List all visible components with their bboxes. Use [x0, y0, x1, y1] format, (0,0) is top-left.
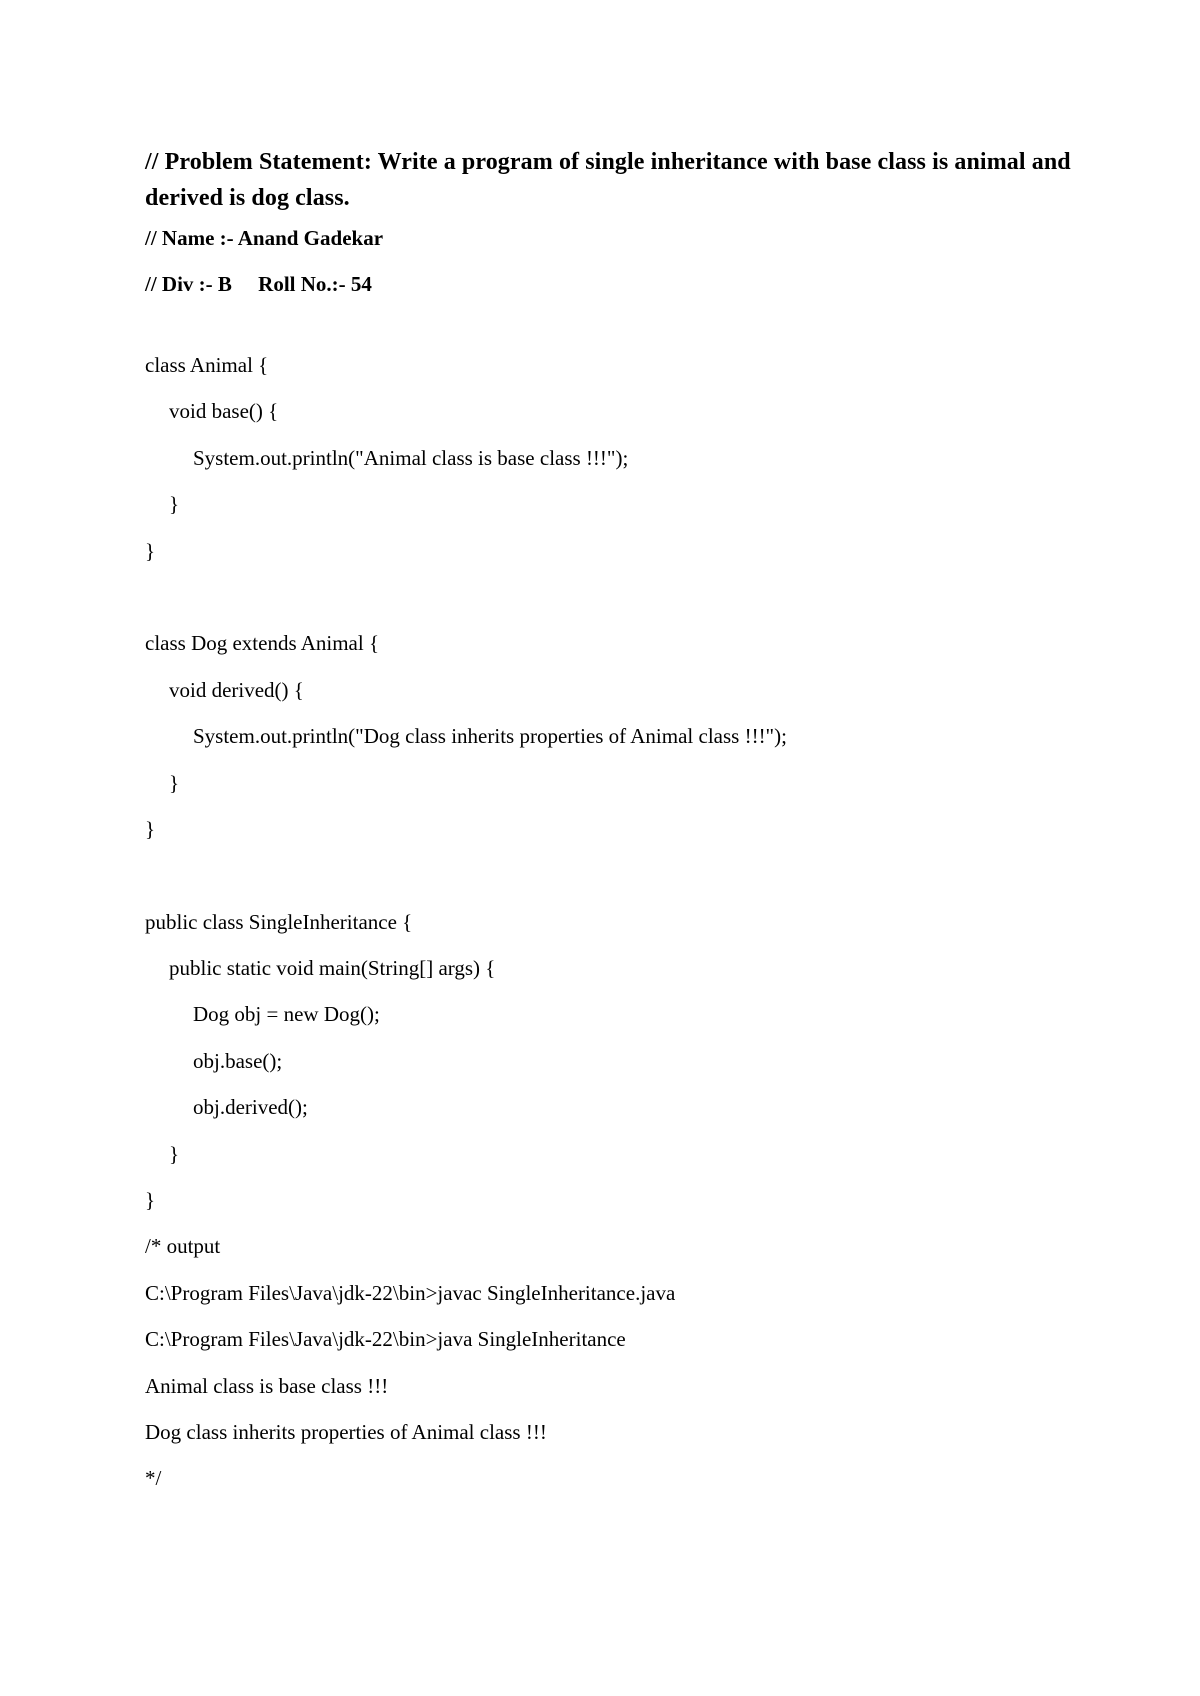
code-line: Dog obj = new Dog(); — [193, 1002, 380, 1027]
code-line: public static void main(String[] args) { — [169, 956, 496, 981]
blank-line — [145, 574, 1075, 620]
code-line: System.out.println("Dog class inherits properties of Animal class !!!"); — [193, 724, 787, 749]
division-roll-line: // Div :- B Roll No.:- 54 — [145, 272, 372, 296]
code-line: obj.derived(); — [193, 1095, 308, 1120]
code-line: class Animal { — [145, 353, 269, 377]
code-line: public class SingleInheritance { — [145, 909, 413, 934]
code-listing — [145, 342, 1075, 1502]
output-comment-start: /* output — [145, 1234, 221, 1259]
output-line: Animal class is base class !!! — [145, 1373, 389, 1398]
code-line: void base() { — [169, 399, 279, 424]
code-line: } — [145, 816, 156, 841]
code-line: } — [169, 492, 180, 517]
code-line: obj.base(); — [193, 1048, 283, 1073]
output-line: Dog class inherits properties of Animal class !!! — [145, 1419, 547, 1444]
author-name-line: // Name :- Anand Gadekar — [145, 226, 384, 250]
blank-line — [145, 852, 1075, 898]
code-line: } — [145, 538, 156, 563]
code-line: } — [169, 770, 180, 795]
code-line: class Dog extends Animal { — [145, 631, 380, 656]
code-line: } — [169, 1141, 180, 1166]
output-comment-end: */ — [145, 1466, 162, 1491]
problem-statement-heading: // Problem Statement: Write a program of single inheritance with base class is animal and derived is dog class. — [145, 149, 1071, 211]
code-line: void derived() { — [169, 677, 304, 702]
code-line: } — [145, 1188, 156, 1213]
document-content — [145, 144, 1075, 1502]
output-line: C:\Program Files\Java\jdk-22\bin>java SingleInheritance — [145, 1327, 626, 1352]
output-line: C:\Program Files\Java\jdk-22\bin>javac SingleInheritance.java — [145, 1280, 676, 1305]
code-line: System.out.println("Animal class is base class !!!"); — [193, 445, 629, 470]
